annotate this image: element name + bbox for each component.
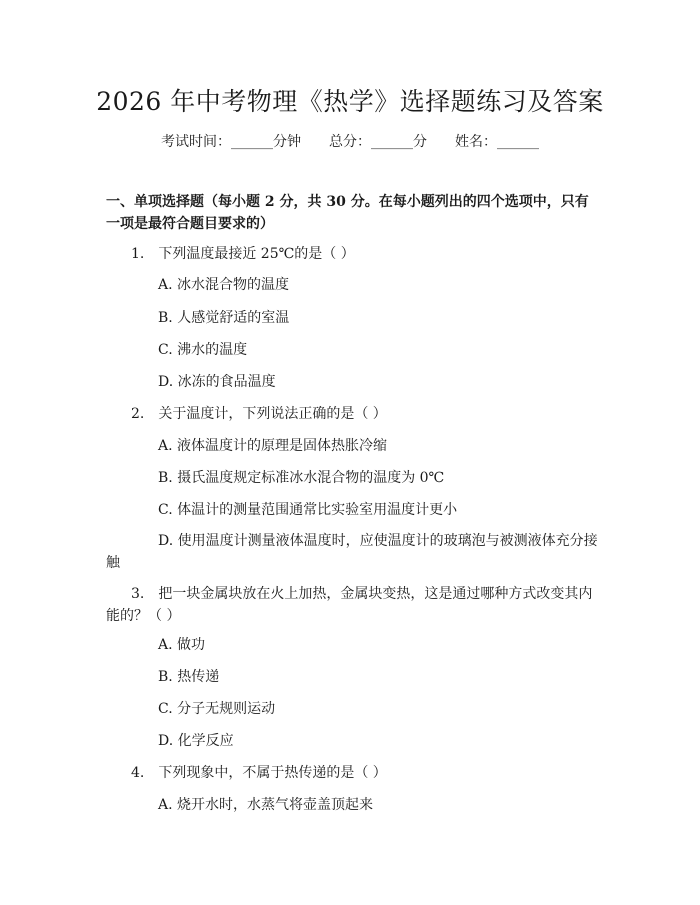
question-3-option-a: A. 做功 — [158, 637, 206, 653]
exam-time: 考试时间：______分钟 — [161, 134, 301, 150]
section-heading: 一、单项选择题（每小题 2 分，共 30 分。在每小题列出的四个选项中，只有一项是最符合题目要求的） — [106, 194, 589, 232]
question-1-option-b: B. 人感觉舒适的室温 — [158, 310, 290, 326]
question-1-option-a: A. 冰水混合物的温度 — [158, 277, 290, 293]
question-1-option-d: D. 冰冻的食品温度 — [158, 374, 276, 390]
question-1-stem: 1. 下列温度最接近 25℃的是（ ） — [131, 246, 355, 262]
page-title: 2026 年中考物理《热学》选择题练习及答案 — [96, 87, 604, 116]
student-name: 姓名：______ — [455, 134, 539, 150]
question-3-option-d: D. 化学反应 — [158, 733, 234, 749]
total-score: 总分：______分 — [329, 134, 427, 150]
question-2-option-b: B. 摄氏温度规定标准冰水混合物的温度为 0℃ — [158, 470, 445, 486]
question-3-option-c: C. 分子无规则运动 — [158, 701, 276, 717]
question-2-option-c: C. 体温计的测量范围通常比实验室用温度计更小 — [158, 502, 458, 518]
question-4-option-a: A. 烧开水时，水蒸气将壶盖顶起来 — [158, 797, 374, 813]
question-3-stem: 3. 把一块金属块放在火上加热，金属块变热，这是通过哪种方式改变其内能的？（ ） — [106, 586, 593, 624]
question-4-stem: 4. 下列现象中，不属于热传递的是（ ） — [131, 765, 387, 781]
question-2-option-a: A. 液体温度计的原理是固体热胀冷缩 — [158, 438, 388, 454]
question-2-option-d: D. 使用温度计测量液体温度时，应使温度计的玻璃泡与被测液体充分接触 — [106, 533, 598, 571]
question-3-option-b: B. 热传递 — [158, 669, 220, 685]
question-1-option-c: C. 沸水的温度 — [158, 342, 248, 358]
exam-meta — [0, 131, 700, 151]
question-2-stem: 2. 关于温度计，下列说法正确的是（ ） — [131, 406, 387, 422]
